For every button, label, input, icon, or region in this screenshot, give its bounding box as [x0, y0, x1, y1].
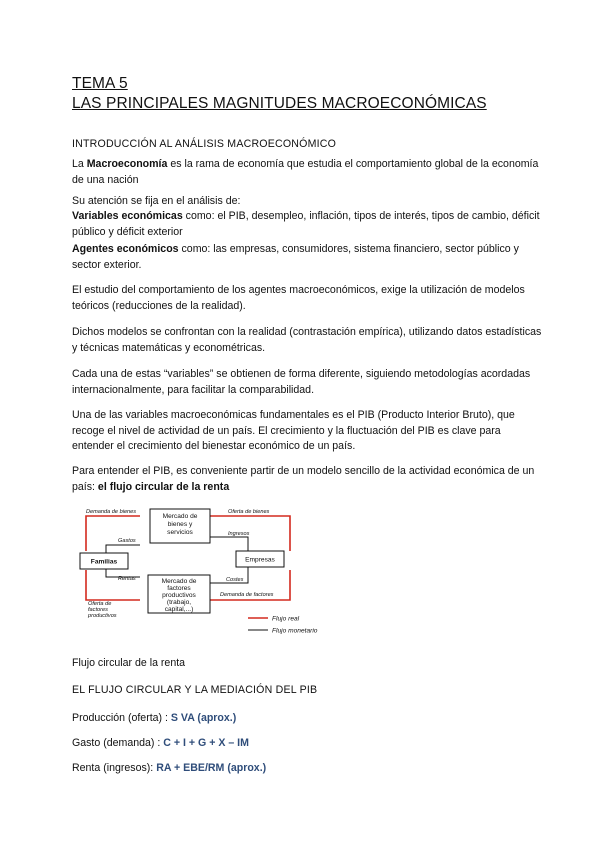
- label-ingresos: Ingresos: [228, 531, 250, 537]
- paragraph-agentes: Agentes económicos como: las empresas, consumidores, sistema financiero, sector público y sector exterior.: [72, 243, 519, 271]
- document-title-line2: LAS PRINCIPALES MAGNITUDES MACROECONÓMICAS: [72, 95, 487, 112]
- svg-text:Mercado de: Mercado de: [161, 578, 197, 585]
- paragraph-variables: Variables económicas como: el PIB, desempleo, inflación, tipos de interés, tipos de cambio, déficit público y déficit exterior: [72, 210, 540, 238]
- svg-text:factores: factores: [167, 585, 191, 592]
- term-macroeconomia: Macroeconomía: [86, 158, 168, 170]
- paragraph-variables-metodologia: Cada una de estas “variables” se obtienen de forma diferente, siguiendo metodologías acordadas internacionalmente, para facilitar la comparabilidad.: [72, 368, 531, 396]
- svg-text:bienes y: bienes y: [167, 521, 193, 528]
- svg-text:Oferta de: Oferta de: [88, 601, 112, 607]
- label-empresas: Empresas: [245, 556, 275, 564]
- label-demanda-bienes: Demanda de bienes: [86, 509, 137, 515]
- formula-renta: Renta (ingresos): RA + EBE/RM (aprox.): [72, 762, 267, 774]
- label-gastos: Gastos: [118, 538, 136, 544]
- svg-text:servicios: servicios: [167, 529, 193, 536]
- svg-text:capital,...): capital,...): [164, 606, 194, 613]
- svg-text:factores: factores: [88, 607, 108, 613]
- formula-produccion: Producción (oferta) : S VA (aprox.): [72, 712, 237, 724]
- svg-text:productivos: productivos: [162, 592, 196, 599]
- term-flujo-circular: el flujo circular de la renta: [97, 480, 230, 493]
- formula-gasto: Gasto (demanda) : C + I + G + X – IM: [72, 737, 249, 749]
- svg-text:Mercado de: Mercado de: [162, 513, 198, 520]
- label-costes: Costes: [226, 577, 244, 583]
- paragraph-pib: Una de las variables macroeconómicas fundamentales es el PIB (Producto Interior Bruto), que recoge el nivel de actividad de un país. El crecimiento y la fluctuación del PIB es clave para entender el crecimiento del bienestar económico de un país.: [72, 409, 515, 452]
- legend-monetary-label: Flujo monetario: [272, 627, 318, 635]
- paragraph-modelos: Dichos modelos se confrontan con la realidad (contrastación empírica), utilizando datos estadísticas y técnicas matemáticas y econométricas.: [72, 326, 542, 354]
- label-oferta-bienes: Oferta de bienes: [228, 509, 270, 515]
- paragraph-atencion: Su atención se fija en el análisis de:: [72, 195, 241, 207]
- paragraph-flujo-intro: Para entender el PIB, es conveniente partir de un modelo sencillo de la actividad económica de un país: el flujo circular de la renta: [72, 465, 535, 493]
- paragraph-macroeconomia: La Macroeconomía es la rama de economía que estudia el comportamiento global de la economía de una nación: [72, 158, 539, 186]
- svg-text:(trabajo,: (trabajo,: [166, 599, 192, 606]
- label-familias: Familias: [90, 558, 118, 566]
- term-variables-economicas: Variables económicas: [72, 210, 183, 222]
- svg-text:productivos: productivos: [88, 613, 117, 619]
- section-heading-flujo-pib: EL FLUJO CIRCULAR Y LA MEDIACIÓN DEL PIB: [72, 684, 318, 696]
- document-title-line1: TEMA 5: [72, 75, 128, 92]
- term-agentes-economicos: Agentes económicos: [72, 243, 179, 255]
- label-demanda-factores: Demanda de factores: [220, 592, 274, 598]
- section-heading-introduccion: INTRODUCCIÓN AL ANÁLISIS MACROECONÓMICO: [72, 138, 337, 150]
- paragraph-estudio: El estudio del comportamiento de los agentes macroeconómicos, exige la utilización de modelos teóricos (reducciones de la realidad).: [72, 284, 525, 312]
- diagram-legend: [246, 612, 326, 636]
- label-rentas: Rentas: [118, 576, 136, 582]
- legend-real-label: Flujo real: [272, 615, 300, 623]
- diagram-caption: Flujo circular de la renta: [72, 657, 186, 669]
